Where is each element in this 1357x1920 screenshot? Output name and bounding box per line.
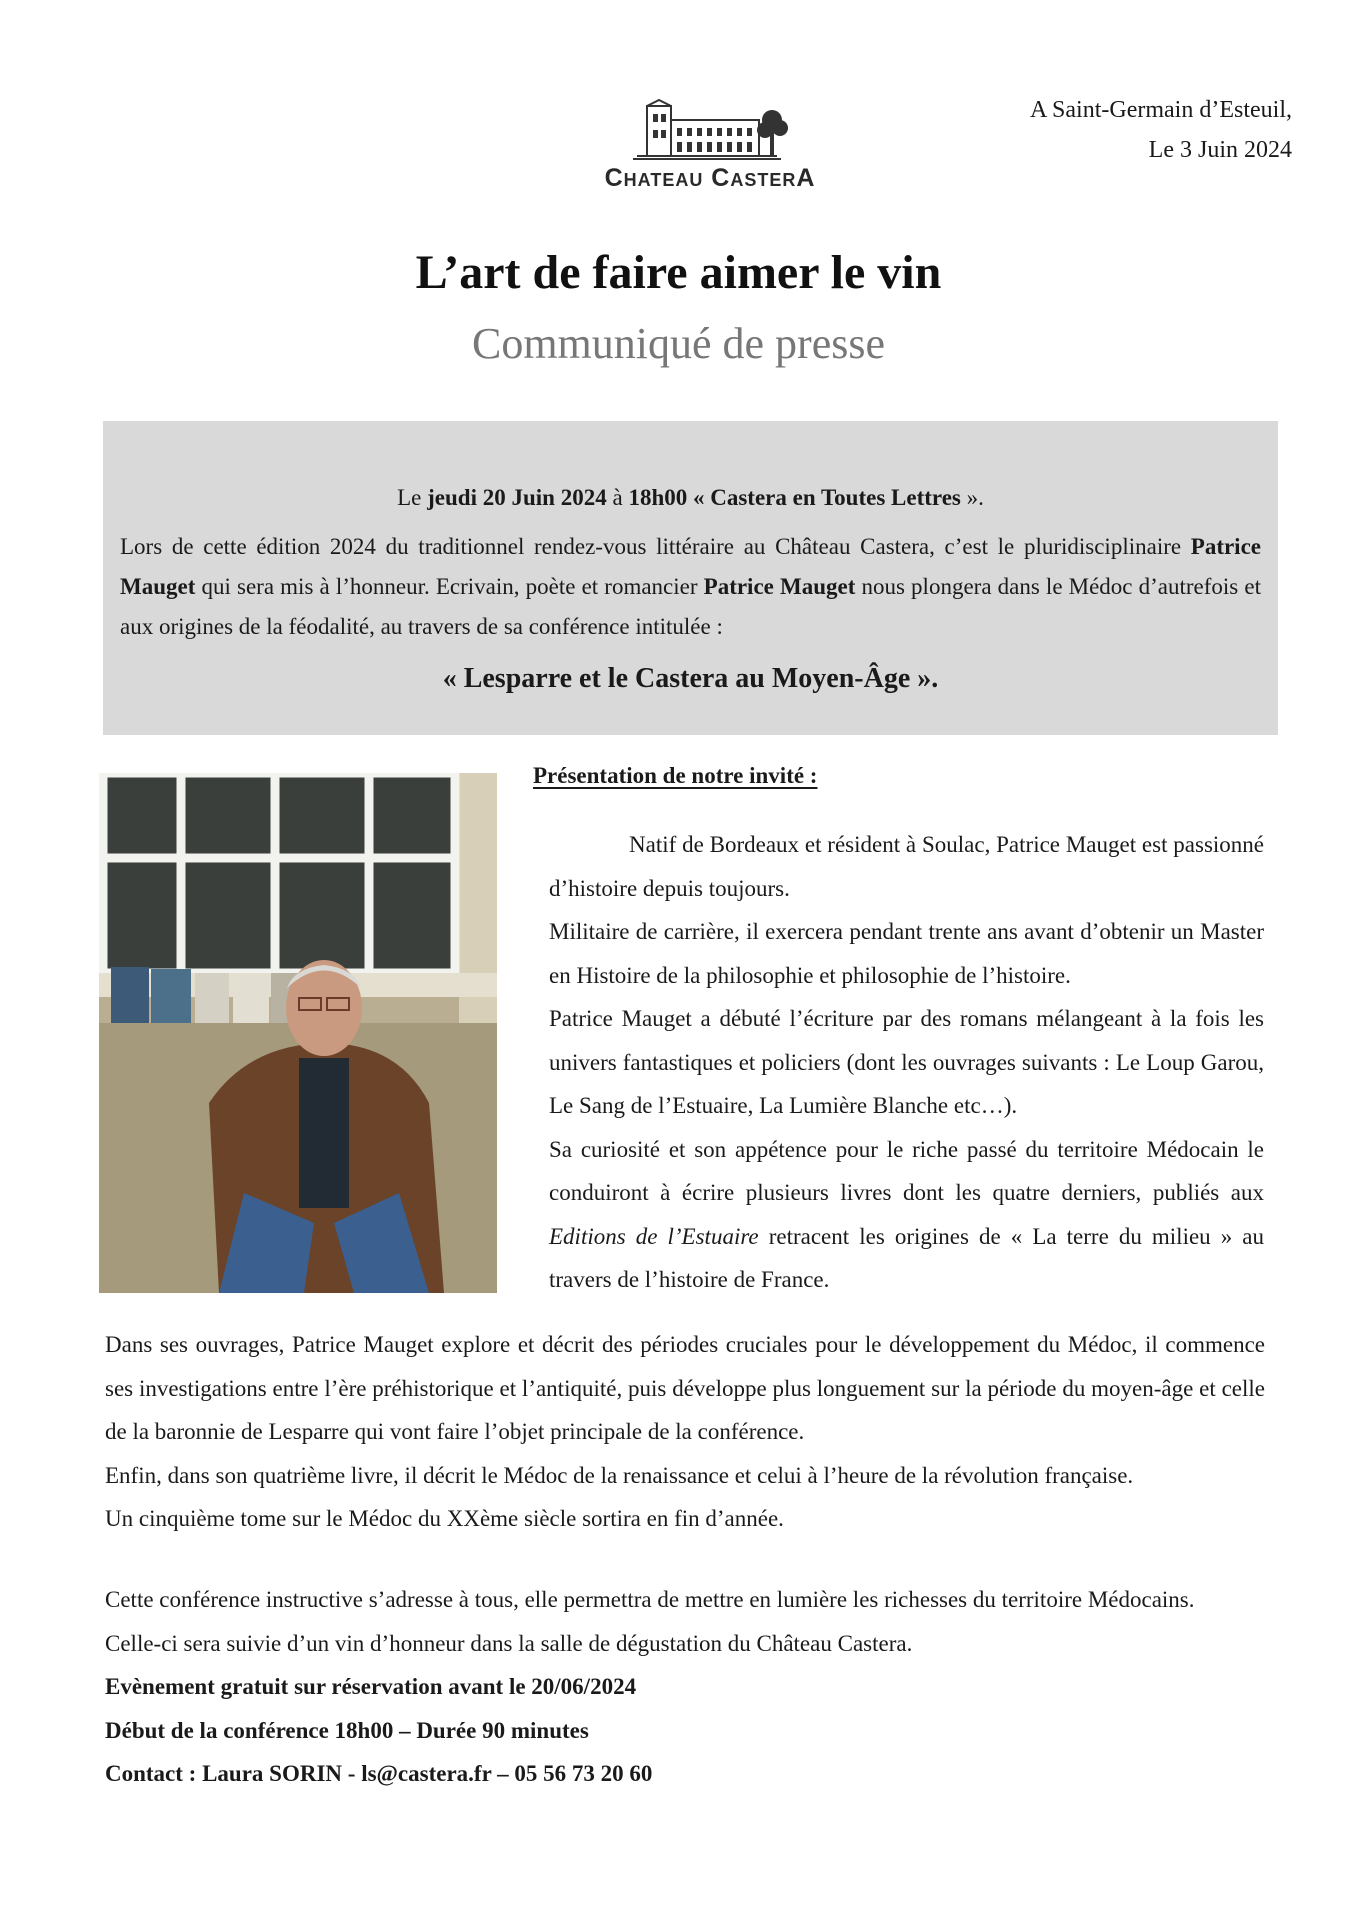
page-title: L’art de faire aimer le vin <box>415 246 942 299</box>
guest-name-2: Patrice Mauget <box>703 574 856 599</box>
p4-part-a: Sa curiosité et son appétence pour le riche passé du territoire Médocain le conduiront à écrire plusieurs livres dont les quatre derniers, publiés aux <box>549 1136 1264 1205</box>
date-line: Le 3 Juin 2024 <box>1148 137 1292 163</box>
event-info-box <box>103 421 1278 735</box>
event-date-line <box>120 485 1261 511</box>
presentation-paragraph: Patrice Mauget a débuté l’écriture par des romans mélangeant à la fois les univers fantastiques et policiers (dont les ouvrages suivants : Le Loup Garou, Le Sang de l’Estuaire, La Lumière Blanche etc…). <box>549 1006 1264 1118</box>
free-event-line: Evènement gratuit sur réservation avant le 20/06/2024 <box>105 1674 637 1699</box>
presentation-paragraph <box>549 1128 1264 1302</box>
body-paragraph: Celle-ci sera suivie d’un vin d’honneur dans la salle de dégustation du Château Castera. <box>105 1630 913 1656</box>
presentation-body <box>549 823 1264 1302</box>
contact-line: Contact : Laura SORIN - ls@castera.fr – 05 56 73 20 60 <box>105 1761 653 1786</box>
body-paragraph: Dans ses ouvrages, Patrice Mauget explore et décrit des périodes cruciales pour le développement du Médoc, il commence ses investigations entre l’ère préhistorique et l’antiquité, puis développe plus longuement sur la période du moyen-âge et celle de la baronnie de Lesparre qui vont faire l’objet principale de la conférence. <box>105 1332 1265 1444</box>
guest-name-1: Patrice Mauget <box>120 534 1261 599</box>
presentation-paragraph: Militaire de carrière, il exercera pendant trente ans avant d’obtenir un Master en Histoire de la philosophie et philosophie de l’histoire. <box>549 919 1264 988</box>
event-line-mid: à <box>606 485 629 510</box>
page-subtitle: Communiqué de presse <box>471 319 886 368</box>
talk-title: « Lesparre et le Castera au Moyen-Âge ». <box>442 663 939 694</box>
logo-wordmark: Chateau CasterA <box>604 164 816 192</box>
place-and-date <box>1030 90 1292 170</box>
event-time-name: 18h00 « Castera en Toutes Lettres <box>628 485 961 510</box>
body-section-2 <box>105 1578 1265 1796</box>
presentation-heading: Présentation de notre invité : <box>533 763 818 788</box>
publisher-name: Editions de l’Estuaire <box>549 1223 759 1249</box>
event-line-post: ». <box>960 485 984 510</box>
intro-part-2: qui sera mis à l’honneur. Ecrivain, poète et romancier <box>195 574 704 599</box>
body-paragraph: Enfin, dans son quatrième livre, il décrit le Médoc de la renaissance et celui à l’heure de la révolution française. <box>105 1462 1134 1488</box>
chateau-logo <box>560 98 860 208</box>
schedule-line: Début de la conférence 18h00 – Durée 90 minutes <box>105 1717 589 1743</box>
p4-part-b: retracent les origines de « La terre du milieu » au travers de l’histoire de France. <box>549 1223 1265 1292</box>
presentation-paragraph: Natif de Bordeaux et résident à Soulac, Patrice Mauget est passionné d’histoire depuis toujours. <box>549 832 1264 901</box>
intro-part-3: nous plongera dans le Médoc d’autrefois et aux origines de la féodalité, au travers de sa conférence intitulée : <box>120 574 1261 639</box>
event-intro <box>120 527 1261 647</box>
body-paragraph: Cette conférence instructive s’adresse à tous, elle permettra de mettre en lumière les richesses du territoire Médocains. <box>105 1587 1195 1612</box>
intro-part-1: Lors de cette édition 2024 du traditionnel rendez-vous littéraire au Château Castera, c’est le pluridisciplinaire <box>120 534 1191 559</box>
body-section-1 <box>105 1323 1265 1541</box>
chateau-building-icon <box>627 98 793 160</box>
event-date: jeudi 20 Juin 2024 <box>427 485 607 510</box>
place-line: A Saint-Germain d’Esteuil, <box>1030 97 1292 123</box>
body-paragraph: Un cinquième tome sur le Médoc du XXème siècle sortira en fin d’année. <box>105 1506 784 1531</box>
guest-photo <box>99 773 497 1293</box>
event-line-pre: Le <box>397 485 428 510</box>
